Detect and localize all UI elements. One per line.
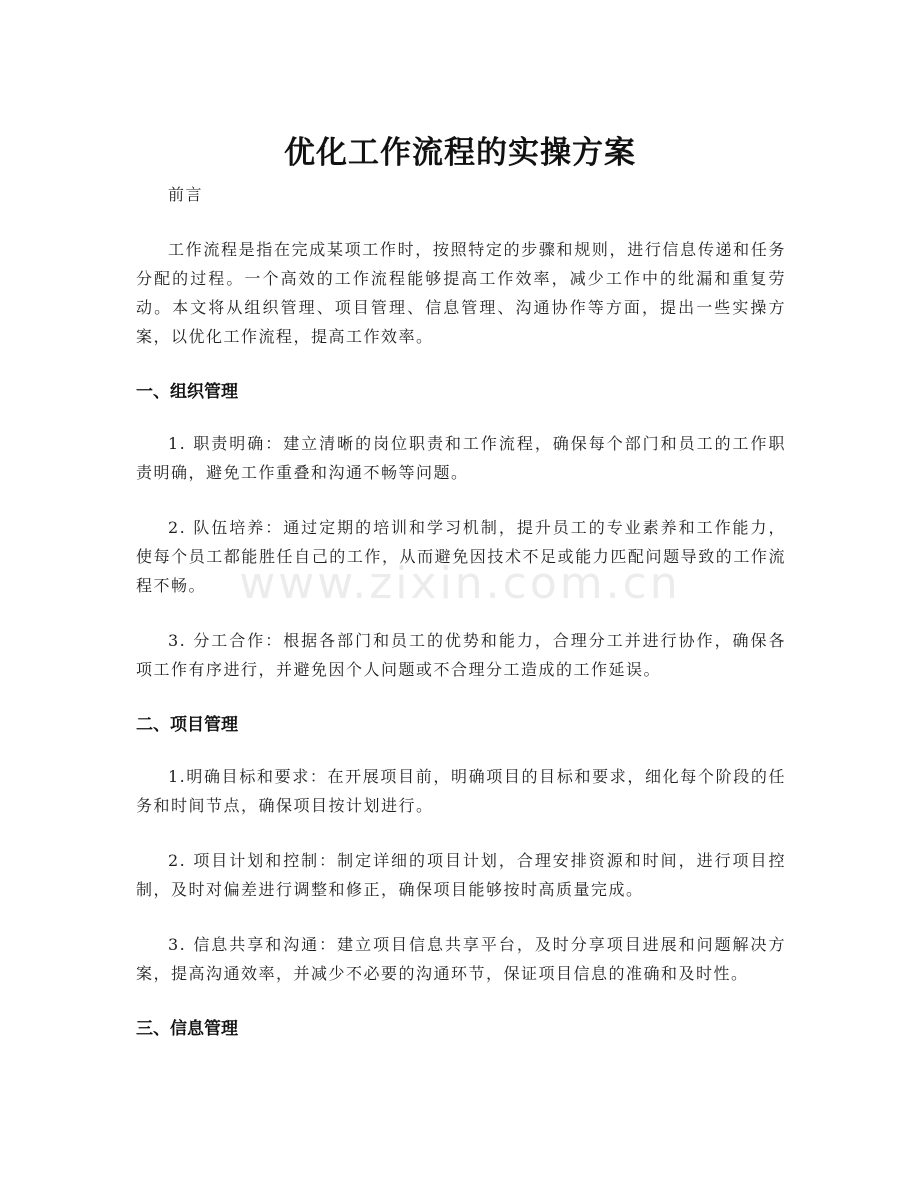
preface-paragraph: 工作流程是指在完成某项工作时，按照特定的步骤和规则，进行信息传递和任务分配的过程。一个高效的工作流程能够提高工作效率，减少工作中的纰漏和重复劳动。本文将从组织管理、项目管理、信息管理、沟通协作等方面，提出一些实操方案，以优化工作流程，提高工作效率。	[136, 240, 786, 346]
section-item: 1.明确目标和要求：在开展项目前，明确项目的目标和要求，细化每个阶段的任务和时间节点，确保项目按计划进行。	[136, 767, 786, 815]
watermark: www.zixin.com.cn	[239, 558, 681, 609]
section-heading: 二、项目管理	[136, 715, 238, 735]
preface-label: 前言	[168, 185, 204, 204]
section-heading: 三、信息管理	[136, 1019, 238, 1039]
section-item: 2. 队伍培养：通过定期的培训和学习机制，提升员工的专业素养和工作能力，使每个员工都能胜任自己的工作，从而避免因技术不足或能力匹配问题导致的工作流程不畅。	[136, 518, 786, 595]
section-item: 3. 信息共享和沟通：建立项目信息共享平台，及时分享项目进展和问题解决方案，提高沟通效率，并减少不必要的沟通环节，保证项目信息的准确和及时性。	[136, 935, 786, 983]
section-item: 2. 项目计划和控制：制定详细的项目计划，合理安排资源和时间，进行项目控制，及时对偏差进行调整和修正，确保项目能够按时高质量完成。	[136, 851, 786, 899]
section-item: 1. 职责明确：建立清晰的岗位职责和工作流程，确保每个部门和员工的工作职责明确，避免工作重叠和沟通不畅等问题。	[136, 434, 786, 482]
section-heading: 一、组织管理	[136, 382, 238, 402]
section-item: 3. 分工合作：根据各部门和员工的优势和能力，合理分工并进行协作，确保各项工作有序进行，并避免因个人问题或不合理分工造成的工作延误。	[136, 631, 786, 679]
document-body	[136, 180, 786, 1066]
document-title: 优化工作流程的实操方案	[284, 134, 636, 171]
